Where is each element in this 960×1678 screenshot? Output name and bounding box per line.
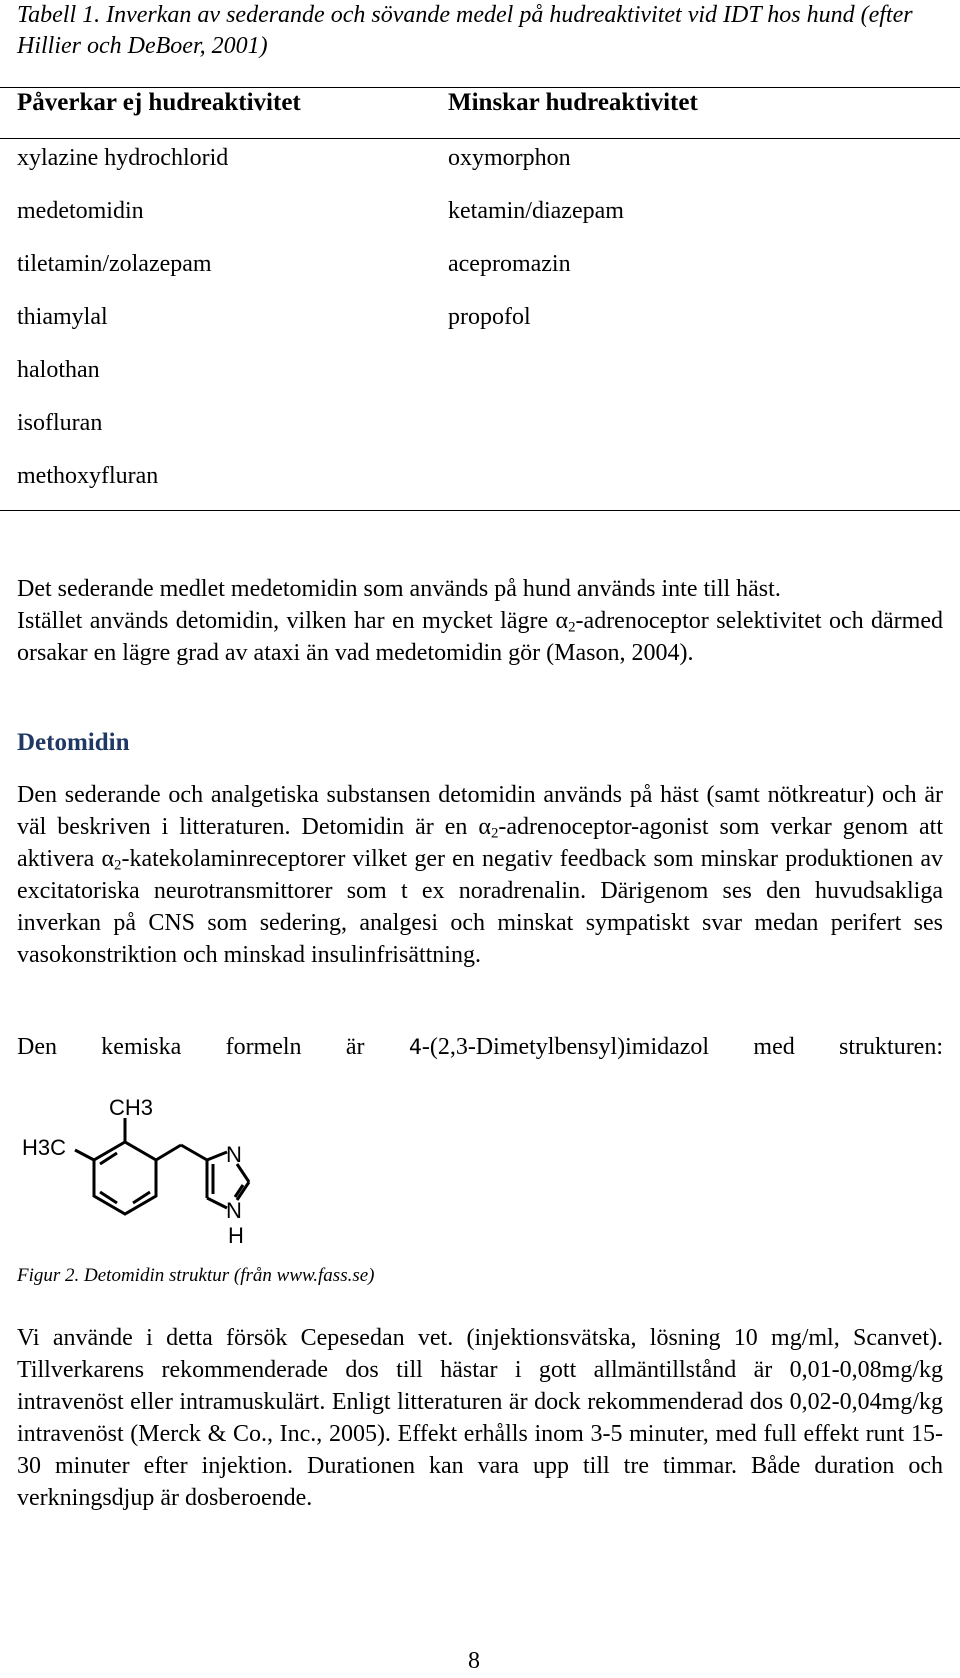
section-heading: Detomidin — [17, 729, 130, 756]
subscript: 2 — [114, 857, 122, 874]
text-run: Istället används detomidin, vilken har en mycket lägre α — [17, 608, 569, 634]
paragraph-text — [17, 1031, 943, 1064]
table-cell: thiamylal — [17, 304, 108, 330]
paragraph-text: Vi använde i detta försök Cepesedan vet. (injektionsvätska, lösning 10 mg/ml, Scanvet). Tillverkarens rekommenderade dos till hästar i gott allmäntillstånd är 0,01-0,08mg/kg intravenöst eller intramuskulärt. Enligt litteraturen är dock rekommenderad dos 0,02-0,04mg/kg intravenöst (Merck & Co., Inc., 2005). Effekt erhålls inom 3-5 minuter, med full effekt runt 15-30 minuter efter injektion. Durationen kan vara upp till tre timmar. Både duration och verkningsdjup är dosberoende. — [17, 1325, 943, 1511]
table-caption: Tabell 1. Inverkan av sederande och sövande medel på hudreaktivitet vid IDT hos hund (efter Hillier och DeBoer, 2001) — [17, 2, 913, 59]
formula-number: 4 — [408, 1035, 422, 1060]
text-run: -adrenoceptor-agonist som verkar genom att aktivera α — [17, 814, 943, 872]
ch3-top-label: CH3 — [109, 1095, 154, 1120]
subscript: 2 — [568, 619, 576, 636]
table-cell: ketamin/diazepam — [448, 198, 624, 224]
paragraph-text — [17, 605, 943, 669]
table-cell: acepromazin — [448, 251, 571, 277]
detomidin-structure-diagram — [17, 1090, 267, 1250]
imidazole-h: H — [228, 1223, 244, 1248]
h3c-left-label: H3C — [22, 1135, 67, 1160]
right-column-header: Minskar hudreaktivitet — [448, 89, 698, 116]
table-bottom-rule — [0, 510, 960, 511]
table-cell: methoxyfluran — [17, 463, 159, 489]
paragraph-formula — [17, 1031, 943, 1064]
text-run: Den kemiska formeln är — [17, 1034, 365, 1060]
table-cell: tiletamin/zolazepam — [17, 251, 212, 277]
paragraph-cepesedan — [17, 1322, 943, 1514]
paragraph-medetomidin — [17, 573, 943, 669]
page-number: 8 — [468, 1648, 480, 1674]
table-header-rule — [0, 138, 960, 139]
table-cell: oxymorphon — [448, 145, 571, 171]
paragraph-detomidin — [17, 779, 943, 971]
table-cell: propofol — [448, 304, 531, 330]
table-cell: xylazine hydrochlorid — [17, 145, 229, 171]
table-top-rule — [0, 87, 960, 88]
figure-caption: Figur 2. Detomidin struktur (från www.fass.se) — [17, 1265, 375, 1286]
paragraph-text — [17, 779, 943, 971]
subscript: 2 — [490, 825, 499, 842]
table-cell: medetomidin — [17, 198, 144, 224]
bonds — [75, 1118, 207, 1160]
table-cell: isofluran — [17, 410, 103, 436]
text-run: -adrenoceptor selektivitet och därmed orsakar en lägre grad av ataxi än vad medetomidin gör (Mason, 2004). — [17, 608, 943, 666]
left-column-header: Påverkar ej hudreaktivitet — [17, 89, 301, 116]
benzene-ring — [94, 1142, 156, 1214]
imidazole-n-top: N — [226, 1142, 242, 1167]
imidazole-n-bottom: N — [226, 1198, 242, 1223]
text-run: Den sederande och analgetiska substansen detomidin används på häst (samt nötkreatur) och är väl beskriven i litteraturen. Detomidin är en α — [17, 782, 943, 840]
paragraph-line: Det sederande medlet medetomidin som används på hund används inte till häst. — [17, 576, 781, 602]
text-run: -katekolaminreceptorer vilket ger en negativ feedback som minskar produktionen av excitatoriska neurotransmittorer som t ex noradrenalin. Därigenom ses den huvudsakliga inverkan på CNS som sedering, analgesi och minskat sympatiskt svar medan perifert ses vasokonstriktion och minskad insulinfrisättning. — [17, 846, 944, 968]
text-run: -(2,3-Dimetylbensyl)imidazol med strukturen: — [421, 1034, 943, 1060]
table-cell: halothan — [17, 357, 100, 383]
